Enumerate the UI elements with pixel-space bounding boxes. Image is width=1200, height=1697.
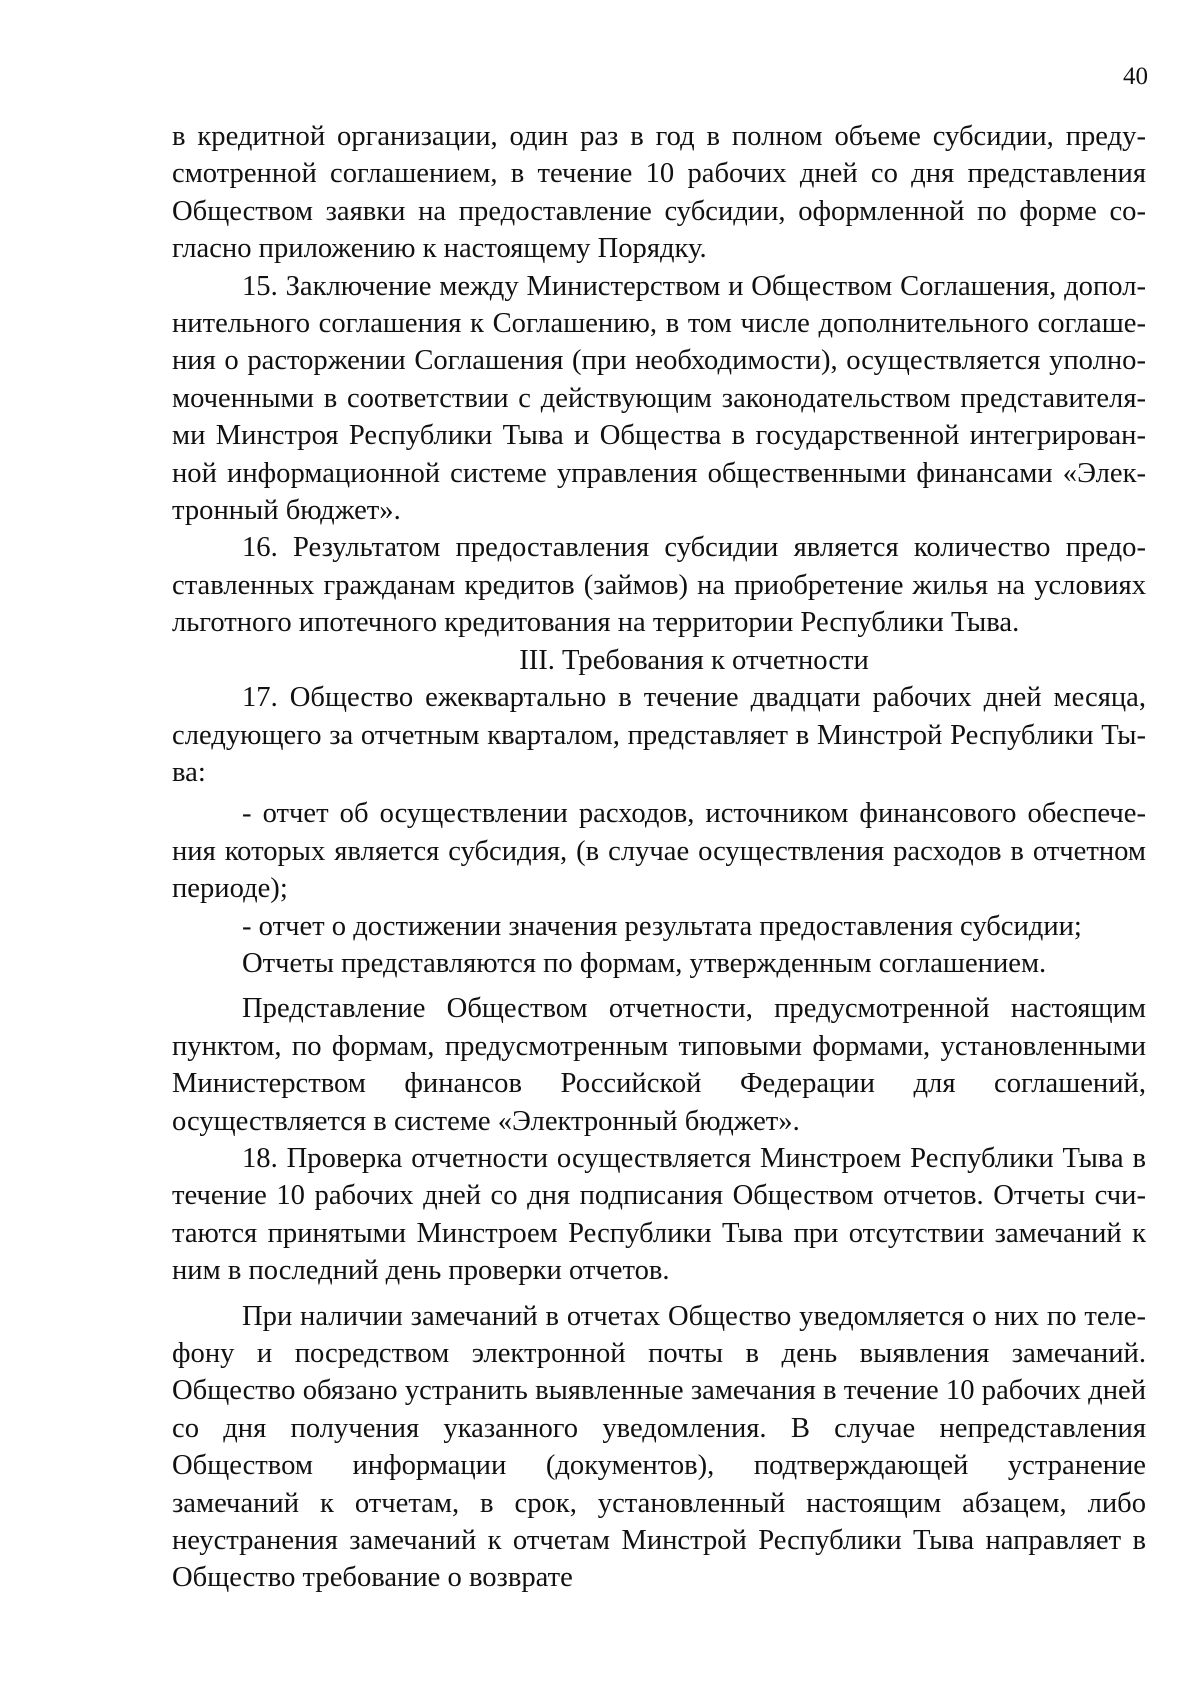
paragraph-18: 18. Проверка отчетности осуществляется Минстроем Республики Тыва в течение 10 рабочих дней со дня подписания Обществом отчетов. Отчеты считаются принятыми Минстроем Республики Тыва при отсутствии замечаний к ним в последний день проверки отчетов. — [172, 1142, 1146, 1287]
paragraph-continuation: в кредитной организации, один раз в год в полном объеме субсидии, предусмотренной соглашением, в течение 10 рабочих дней со дня представления Обществом заявки на предоставление субсидии, оформленной по форме согласно приложению к настоящему Порядку. — [172, 121, 1146, 265]
paragraph-17: 17. Общество ежеквартально в течение двадцати рабочих дней месяца, следующего за отчетным кварталом, представляет в Минстрой Республики Тыва: — [172, 682, 1146, 788]
paragraph-18-remarks: При наличии замечаний в отчетах Общество уведомляется о них по телефону и посредством электронной почты в день выявления замечаний. Общество обязано устранить выявленные замечания в течение 10 рабочих дней со дня получения указанного уведомления. В случае непредставления Обществом информации (документов), подтверждающей устранение замечаний к отчетам, в срок, установленный настоящим абзацем, либо неустранения замечаний к отчетам Минстрой Республики Тыва направляет в Общество требование о возврате — [172, 1300, 1146, 1594]
paragraph-17-submission: Представление Обществом отчетности, предусмотренной настоящим пунктом, по формам, предусмотренным типовыми формами, установленными Министерством финансов Российской Федерации для соглашений, осуществляется в системе «Электронный бюджет». — [172, 993, 1146, 1137]
section-heading: III. Требования к отчетности — [519, 644, 869, 676]
document-body — [172, 118, 1146, 1597]
paragraph-15: 15. Заключение между Министерством и Обществом Соглашения, дополнительного соглашения к Соглашению, в том числе дополнительного соглашения о расторжении Соглашения (при необходимости), осуществляется уполномоченными в соответствии с действующим законодательством представителями Минстроя Республики Тыва и Общества в государственной интегрированной информационной системе управления общественными финансами «Электронный бюджет». — [172, 270, 1146, 527]
page-number: 40 — [1123, 63, 1148, 90]
paragraph-17-forms: Отчеты представляются по формам, утвержденным соглашением. — [242, 947, 1047, 979]
paragraph-16: 16. Результатом предоставления субсидии является количество предоставленных гражданам кредитов (займов) на приобретение жилья на условиях льготного ипотечного кредитования на территории Республики Тыва. — [172, 532, 1146, 639]
paragraph-17-item-2: - отчет о достижении значения результата предоставления субсидии; — [242, 910, 1082, 942]
paragraph-17-item-1: - отчет об осуществлении расходов, источником финансового обеспечения которых является субсидия, (в случае осуществления расходов в отчетном периоде); — [172, 798, 1146, 905]
